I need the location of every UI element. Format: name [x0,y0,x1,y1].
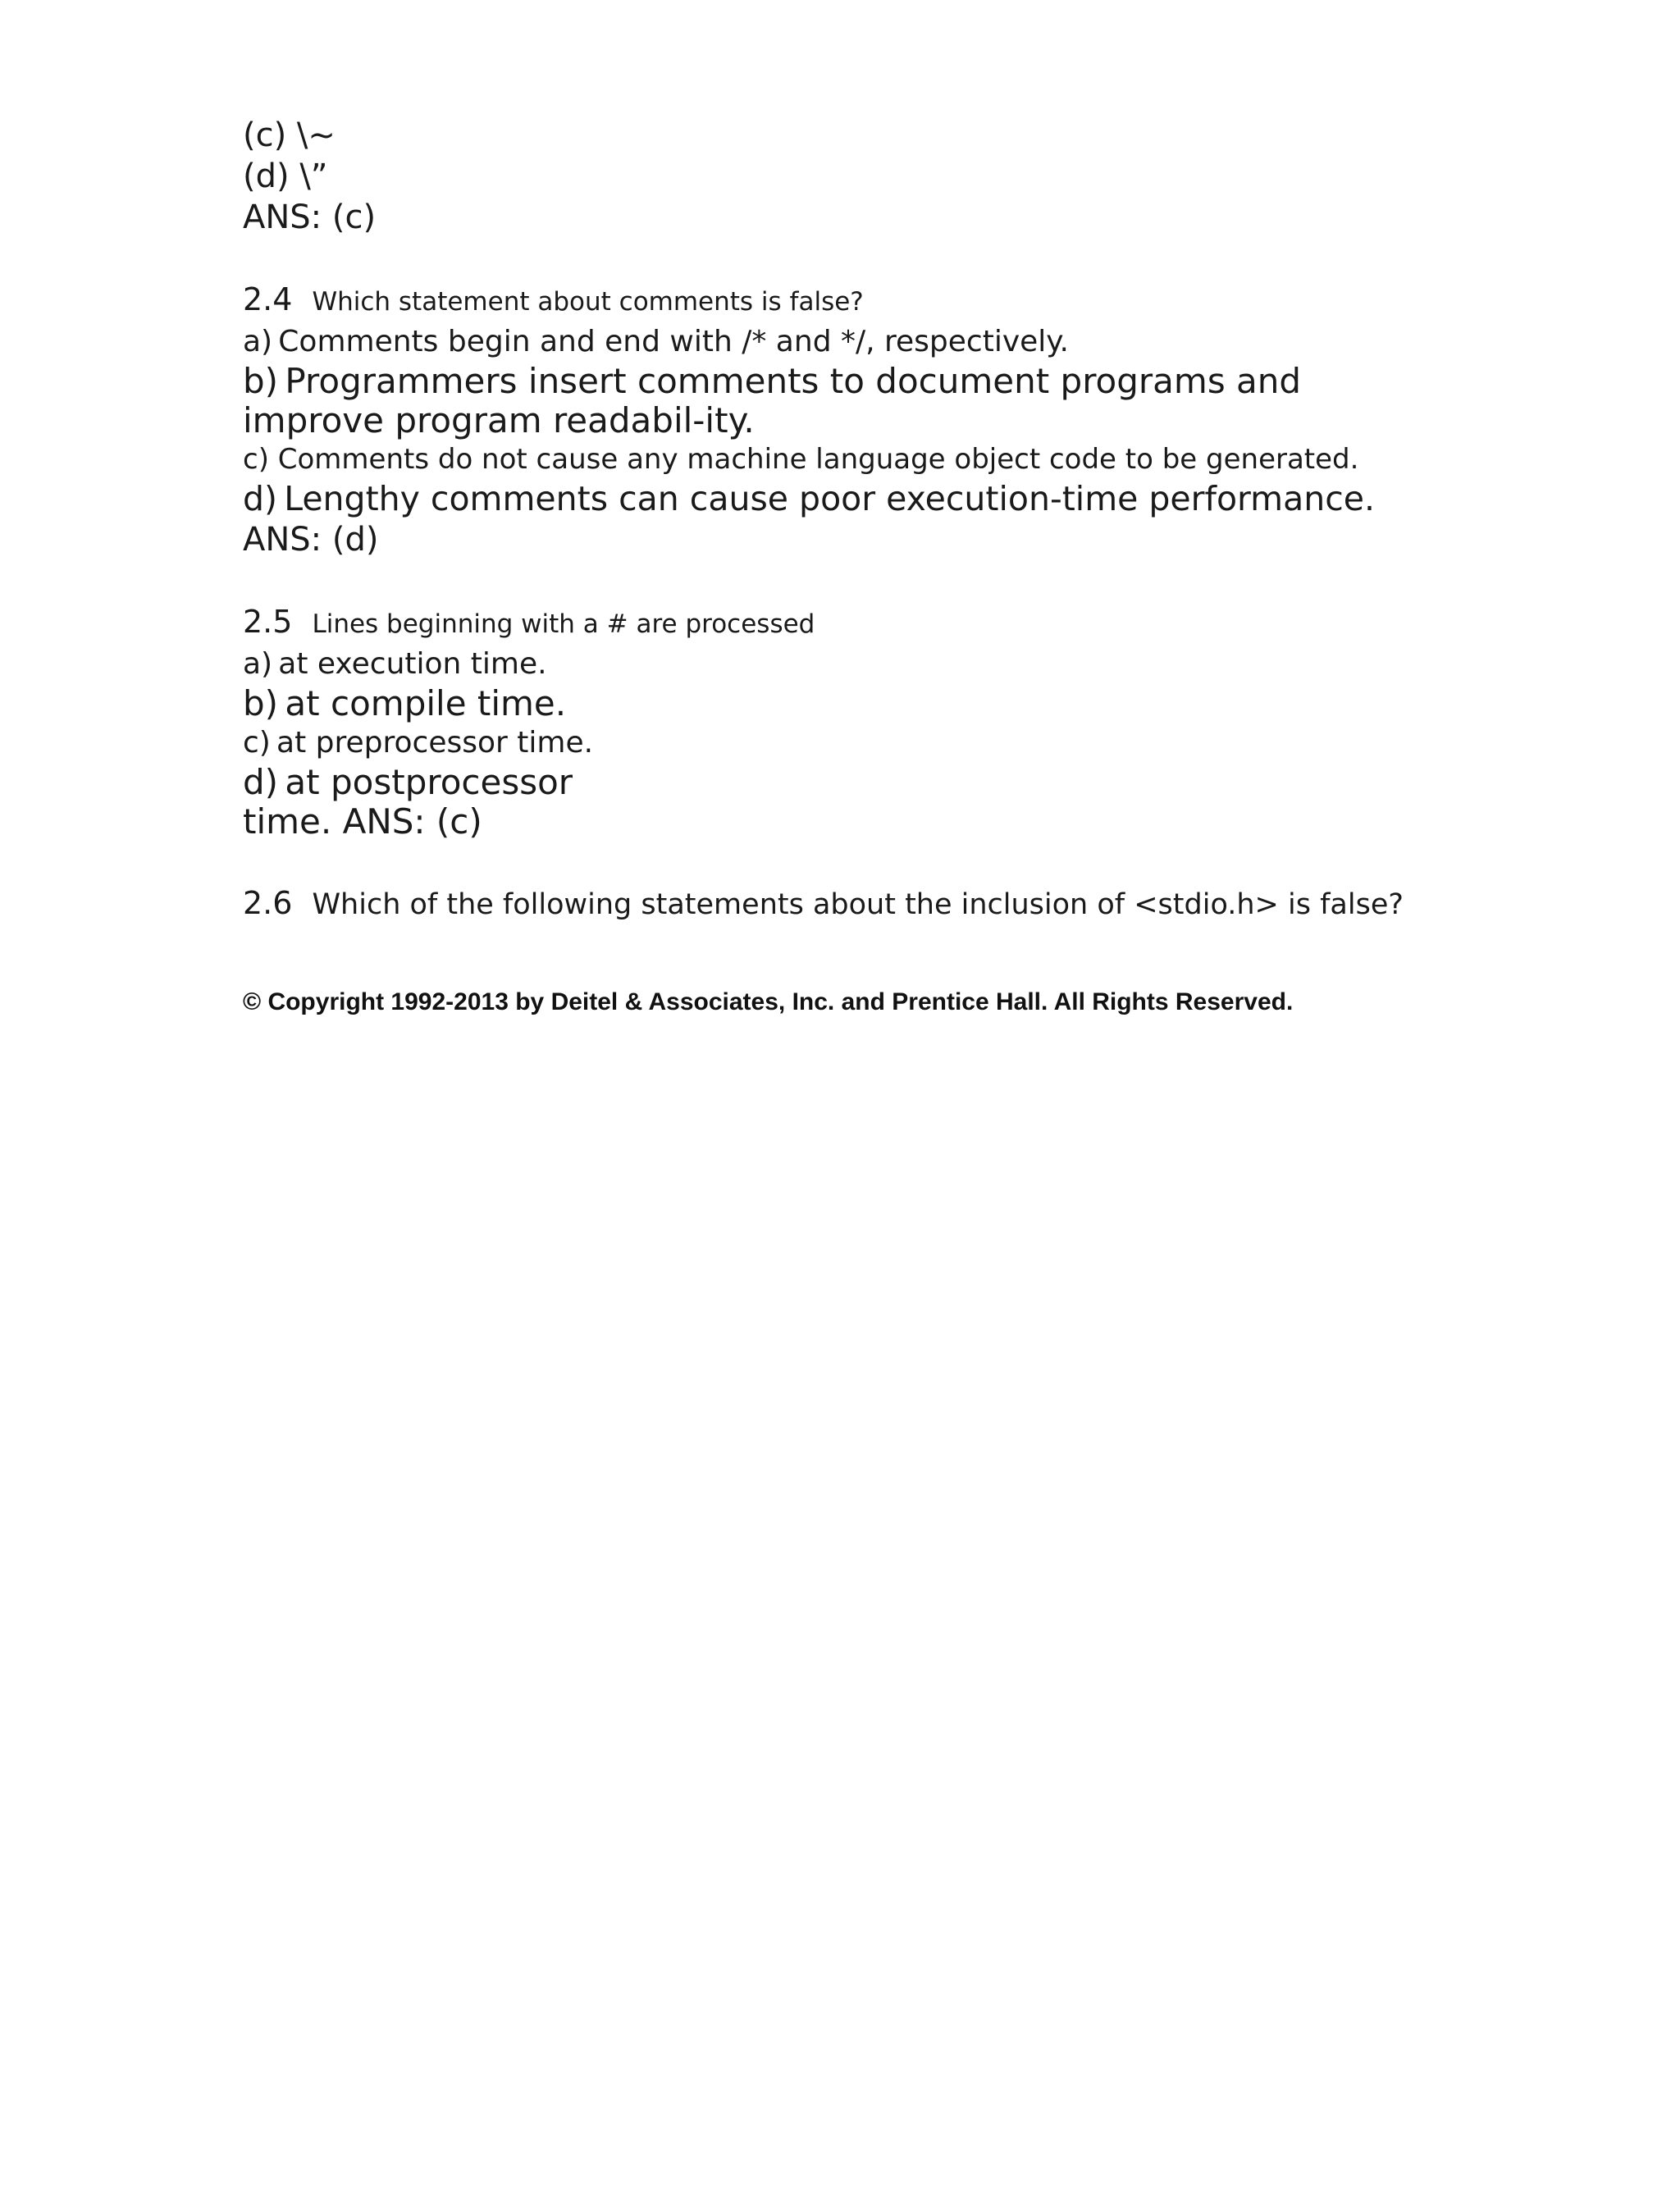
spacer [243,925,1432,961]
q2-5-option-a: a) at execution time. [243,647,547,681]
question-number: 2.4 [243,281,293,317]
q2-5-option-b: b) at compile time. [243,683,567,723]
question-number: 2.5 [243,604,293,640]
question-number: 2.6 [243,885,293,921]
question-2-5 [243,601,1432,645]
q2-4-option-a: a) Comments begin and end with /* and */, respectively. [243,325,1069,358]
answer-prev: ANS: (c) [243,198,377,236]
q2-4-answer: ANS: (d) [243,521,379,559]
option-c-prev: (c) \~ [243,116,336,154]
q2-5-option-c: c) at preprocessor time. [243,726,594,760]
spacer [243,238,1432,279]
question-text: Which of the following statements about the inclusion of <stdio.h> is false? [312,888,1404,921]
q2-4-option-b: b) Programmers insert comments to document programs and improve program readabil-ity. [243,361,1302,440]
spacer [243,560,1432,601]
option-d-prev: (d) \” [243,157,328,195]
question-2-6 [243,883,1432,925]
q2-5-answer: time. ANS: (c) [243,801,482,842]
q2-4-option-d: d) Lengthy comments can cause poor execution-time performance. [243,479,1376,518]
copyright-footer: © Copyright 1992-2013 by Deitel & Associates, Inc. and Prentice Hall. All Rights Reserved. [243,988,1294,1015]
page-content [243,115,1432,1043]
question-text: Which statement about comments is false? [312,287,864,317]
q2-5-option-d: d) at postprocessor [243,762,573,802]
q2-4-option-c: c) Comments do not cause any machine language object code to be generated. [243,443,1359,476]
spacer [243,842,1432,883]
question-text: Lines beginning with a # are processed [312,609,815,639]
question-2-4 [243,279,1432,322]
